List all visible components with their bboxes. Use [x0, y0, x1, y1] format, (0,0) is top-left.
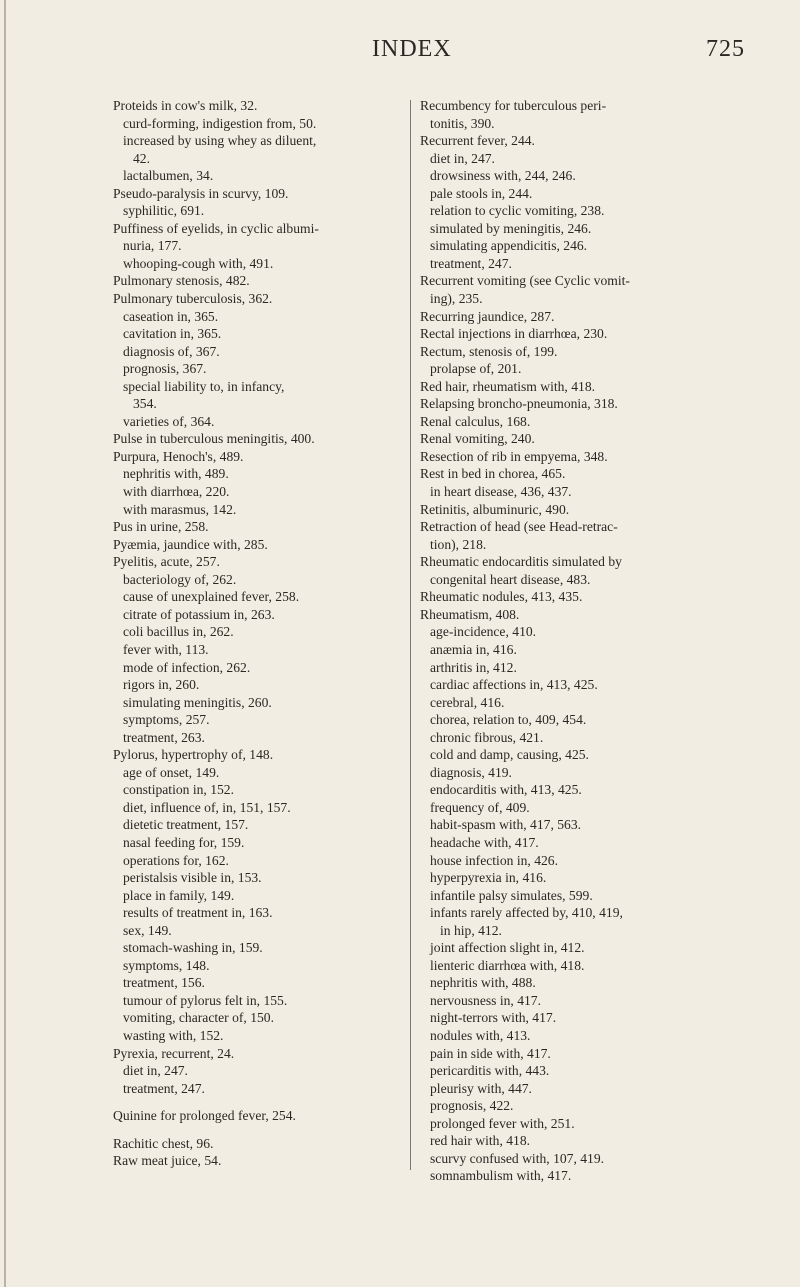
index-entry-text: cause of unexplained fever, 258.	[123, 589, 300, 605]
index-subentry	[420, 694, 718, 712]
index-entry	[113, 518, 405, 536]
index-entry-text: bacteriology of, 262.	[123, 571, 237, 587]
index-entry-text: constipation in, 152.	[123, 782, 235, 798]
page-edge-shadow	[4, 0, 6, 1287]
index-subentry	[113, 834, 405, 852]
index-entry-text: Red hair, rheumatism with, 418.	[420, 378, 596, 394]
index-subentry	[420, 185, 718, 203]
index-entry-text: curd-forming, indigestion from, 50.	[123, 115, 317, 131]
index-subentry	[113, 659, 405, 677]
index-entry	[420, 97, 718, 132]
index-entry-text: Rheumatism, 408.	[420, 606, 520, 622]
index-subentry	[420, 1080, 718, 1098]
index-subentry	[113, 413, 405, 431]
index-subentry	[113, 1009, 405, 1027]
index-entry	[420, 501, 718, 519]
index-entry-text: Rheumatic nodules, 413, 435.	[420, 589, 583, 605]
index-entry	[113, 220, 405, 255]
index-entry-text: simulating meningitis, 260.	[123, 694, 272, 710]
index-entry-text: treatment, 156.	[123, 975, 205, 991]
index-subentry	[113, 360, 405, 378]
index-entry-text: lienteric diarrhœa with, 418.	[430, 957, 585, 973]
index-subentry	[420, 1045, 718, 1063]
index-subentry	[113, 115, 405, 133]
index-subentry	[113, 483, 405, 501]
index-entry-text: treatment, 247.	[430, 255, 512, 271]
index-entry-text: Recurrent vomiting (see Cyclic vomit-	[420, 273, 630, 289]
index-subentry	[420, 1150, 718, 1168]
index-column-right	[420, 97, 718, 1185]
index-entry-text: fever with, 113.	[123, 641, 209, 657]
index-entry-text: varieties of, 364.	[123, 413, 215, 429]
index-subentry	[420, 746, 718, 764]
index-entry-text: scurvy confused with, 107, 419.	[430, 1150, 605, 1166]
index-subentry	[113, 676, 405, 694]
index-entry-text: chronic fibrous, 421.	[430, 729, 544, 745]
index-subentry	[420, 220, 718, 238]
index-entry-text: diet, influence of, in, 151, 157.	[123, 799, 291, 815]
index-entry	[113, 290, 405, 308]
index-subentry	[113, 887, 405, 905]
index-subentry	[420, 1132, 718, 1150]
index-entry	[420, 343, 718, 361]
index-entry-text: symptoms, 257.	[123, 712, 210, 728]
index-entry-text: cold and damp, causing, 425.	[430, 747, 589, 763]
index-column-left	[113, 97, 405, 1170]
index-entry-text: prognosis, 422.	[430, 1098, 514, 1114]
index-subentry	[420, 852, 718, 870]
index-subentry	[113, 571, 405, 589]
index-subentry	[113, 869, 405, 887]
index-entry	[113, 553, 405, 571]
index-subentry	[113, 904, 405, 922]
index-entry-text: cardiac affections in, 413, 425.	[430, 677, 598, 693]
index-entry-text: mode of infection, 262.	[123, 659, 251, 675]
index-subentry	[113, 641, 405, 659]
column-divider	[410, 100, 411, 1170]
index-subentry	[420, 869, 718, 887]
index-entry-text: arthritis in, 412.	[430, 659, 517, 675]
index-subentry	[113, 799, 405, 817]
index-entry-text: infantile palsy simulates, 599.	[430, 887, 593, 903]
index-subentry	[420, 1009, 718, 1027]
index-entry-text: pale stools in, 244.	[430, 185, 533, 201]
section-gap	[113, 1125, 405, 1135]
index-entry-text: Proteids in cow's milk, 32.	[113, 98, 258, 113]
index-entry	[420, 588, 718, 606]
index-subentry	[420, 167, 718, 185]
index-entry	[113, 536, 405, 554]
index-entry-text: diet in, 247.	[430, 150, 495, 166]
page-title: INDEX	[372, 36, 452, 62]
index-subentry	[113, 1027, 405, 1045]
index-subentry	[420, 904, 718, 939]
index-subentry	[113, 781, 405, 799]
index-entry-text: simulating appendicitis, 246.	[430, 238, 588, 254]
index-subentry	[420, 816, 718, 834]
index-entry	[113, 1152, 405, 1170]
index-entry-text: Relapsing broncho-pneumonia, 318.	[420, 396, 618, 412]
index-subentry	[113, 465, 405, 483]
index-subentry	[420, 676, 718, 694]
index-entry	[420, 325, 718, 343]
index-entry-text: simulated by meningitis, 246.	[430, 220, 592, 236]
index-entry-text: frequency of, 409.	[430, 799, 530, 815]
index-entry	[420, 606, 718, 624]
index-subentry	[420, 623, 718, 641]
index-entry-text: Rest in bed in chorea, 465.	[420, 466, 566, 482]
index-subentry	[113, 764, 405, 782]
index-subentry	[420, 764, 718, 782]
index-subentry	[420, 957, 718, 975]
index-entry-text: Recumbency for tuberculous peri-	[420, 98, 607, 113]
index-entry-text: wasting with, 152.	[123, 1027, 224, 1043]
index-entry-text: lactalbumen, 34.	[123, 168, 214, 184]
index-subentry	[420, 974, 718, 992]
index-subentry	[420, 992, 718, 1010]
index-entry-text: pleurisy with, 447.	[430, 1080, 532, 1096]
index-entry-text: house infection in, 426.	[430, 852, 558, 868]
index-subentry	[113, 343, 405, 361]
index-entry-text: symptoms, 148.	[123, 957, 210, 973]
index-subentry	[420, 799, 718, 817]
index-entry-text: age-incidence, 410.	[430, 624, 537, 640]
index-entry-text: Raw meat juice, 54.	[113, 1153, 222, 1169]
index-entry-text: diet in, 247.	[123, 1063, 188, 1079]
index-entry-continuation: ing), 235.	[430, 291, 483, 307]
index-subentry	[420, 729, 718, 747]
index-entry-text: Rectum, stenosis of, 199.	[420, 343, 558, 359]
index-entry-text: Retinitis, albuminuric, 490.	[420, 501, 570, 517]
index-entry	[113, 746, 405, 764]
index-entry	[420, 448, 718, 466]
index-subentry	[113, 957, 405, 975]
index-entry-text: Pus in urine, 258.	[113, 519, 209, 535]
index-entry-text: Renal calculus, 168.	[420, 413, 531, 429]
index-entry-text: increased by using whey as diluent,	[123, 133, 317, 149]
index-entry	[420, 378, 718, 396]
index-entry-text: pain in side with, 417.	[430, 1045, 551, 1061]
index-entry	[420, 272, 718, 307]
index-entry	[113, 1135, 405, 1153]
index-subentry	[420, 150, 718, 168]
index-entry-continuation: congenital heart disease, 483.	[430, 571, 591, 587]
index-entry-text: Pseudo-paralysis in scurvy, 109.	[113, 185, 289, 201]
index-entry-text: Pylorus, hypertrophy of, 148.	[113, 747, 274, 763]
index-entry-text: hyperpyrexia in, 416.	[430, 870, 547, 886]
index-entry-text: prolapse of, 201.	[430, 361, 522, 377]
index-entry-text: Recurrent fever, 244.	[420, 133, 535, 149]
index-entry-text: nodules with, 413.	[430, 1027, 531, 1043]
index-subentry	[113, 694, 405, 712]
index-entry	[420, 430, 718, 448]
index-subentry	[420, 939, 718, 957]
index-entry-text: diagnosis, 419.	[430, 764, 512, 780]
index-subentry	[420, 202, 718, 220]
index-subentry	[113, 852, 405, 870]
index-entry-continuation: 42.	[133, 150, 150, 166]
index-subentry	[113, 167, 405, 185]
index-entry-text: diagnosis of, 367.	[123, 343, 220, 359]
index-entry	[113, 1045, 405, 1063]
index-subentry	[113, 132, 405, 167]
index-subentry	[420, 1167, 718, 1185]
index-entry-text: treatment, 263.	[123, 729, 205, 745]
index-entry-text: operations for, 162.	[123, 852, 229, 868]
index-entry-text: tumour of pylorus felt in, 155.	[123, 992, 288, 1008]
index-subentry	[420, 255, 718, 273]
index-entry-text: infants rarely affected by, 410, 419,	[430, 905, 623, 921]
index-entry-text: Rheumatic endocarditis simulated by	[420, 554, 622, 570]
index-entry	[113, 448, 405, 466]
index-entry	[113, 97, 405, 115]
index-entry-text: Puffiness of eyelids, in cyclic albumi-	[113, 220, 319, 236]
index-subentry	[113, 623, 405, 641]
index-entry-text: Purpura, Henoch's, 489.	[113, 448, 244, 464]
section-gap	[113, 1097, 405, 1107]
index-entry-text: night-terrors with, 417.	[430, 1010, 557, 1026]
index-entry-text: special liability to, in infancy,	[123, 378, 285, 394]
index-entry	[420, 465, 718, 483]
index-entry-text: results of treatment in, 163.	[123, 905, 273, 921]
index-entry-text: dietetic treatment, 157.	[123, 817, 249, 833]
index-entry	[420, 395, 718, 413]
index-subentry	[420, 237, 718, 255]
index-subentry	[113, 974, 405, 992]
index-entry-text: Recurring jaundice, 287.	[420, 308, 555, 324]
index-entry-text: nephritis with, 489.	[123, 466, 229, 482]
index-subentry	[113, 1062, 405, 1080]
index-entry-text: Pyæmia, jaundice with, 285.	[113, 536, 268, 552]
index-subentry	[420, 781, 718, 799]
index-entry-text: relation to cyclic vomiting, 238.	[430, 203, 605, 219]
index-entry-text: chorea, relation to, 409, 454.	[430, 712, 587, 728]
index-entry	[113, 272, 405, 290]
index-entry-text: Quinine for prolonged fever, 254.	[113, 1108, 296, 1124]
index-subentry	[113, 378, 405, 413]
index-entry-text: stomach-washing in, 159.	[123, 940, 263, 956]
index-entry-text: nephritis with, 488.	[430, 975, 536, 991]
index-entry	[420, 132, 718, 150]
index-subentry	[420, 360, 718, 378]
index-entry-text: Resection of rib in empyema, 348.	[420, 448, 608, 464]
index-entry	[113, 430, 405, 448]
index-subentry	[113, 606, 405, 624]
index-entry-text: Renal vomiting, 240.	[420, 431, 535, 447]
index-entry-text: Pulmonary tuberculosis, 362.	[113, 291, 273, 307]
index-entry	[420, 518, 718, 553]
index-entry	[420, 553, 718, 588]
index-entry-text: age of onset, 149.	[123, 764, 220, 780]
index-entry-text: whooping-cough with, 491.	[123, 255, 274, 271]
index-entry-text: Pulmonary stenosis, 482.	[113, 273, 250, 289]
index-subentry	[420, 1097, 718, 1115]
index-subentry	[113, 816, 405, 834]
index-entry-text: Retraction of head (see Head-retrac-	[420, 519, 618, 535]
index-entry-text: anæmia in, 416.	[430, 641, 517, 657]
index-entry-text: with marasmus, 142.	[123, 501, 237, 517]
page-number: 725	[706, 36, 745, 62]
index-subentry	[420, 659, 718, 677]
index-entry-text: peristalsis visible in, 153.	[123, 870, 262, 886]
index-subentry	[420, 887, 718, 905]
index-subentry	[113, 255, 405, 273]
index-entry-text: citrate of potassium in, 263.	[123, 606, 275, 622]
index-entry-text: Pulse in tuberculous meningitis, 400.	[113, 431, 315, 447]
index-entry-text: Pyrexia, recurrent, 24.	[113, 1045, 235, 1061]
index-entry	[113, 1107, 405, 1125]
index-entry	[113, 185, 405, 203]
index-subentry	[113, 992, 405, 1010]
index-entry-text: Pyelitis, acute, 257.	[113, 554, 220, 570]
index-entry-text: prognosis, 367.	[123, 361, 207, 377]
index-entry-text: coli bacillus in, 262.	[123, 624, 234, 640]
index-subentry	[113, 922, 405, 940]
index-entry-text: nervousness in, 417.	[430, 992, 542, 1008]
index-subentry	[113, 202, 405, 220]
index-subentry	[420, 1115, 718, 1133]
index-subentry	[113, 588, 405, 606]
index-entry-text: pericarditis with, 443.	[430, 1063, 550, 1079]
index-subentry	[420, 1062, 718, 1080]
index-entry-text: place in family, 149.	[123, 887, 235, 903]
index-entry-continuation: nuria, 177.	[123, 238, 182, 254]
index-subentry	[420, 641, 718, 659]
index-entry-continuation: 354.	[133, 396, 157, 412]
index-entry-continuation: tonitis, 390.	[430, 115, 495, 131]
index-entry-text: syphilitic, 691.	[123, 203, 205, 219]
index-subentry	[113, 325, 405, 343]
index-entry-text: habit-spasm with, 417, 563.	[430, 817, 582, 833]
index-entry-text: somnambulism with, 417.	[430, 1168, 572, 1184]
index-subentry	[420, 1027, 718, 1045]
index-subentry	[113, 501, 405, 519]
index-subentry	[113, 1080, 405, 1098]
index-entry-text: nasal feeding for, 159.	[123, 834, 245, 850]
index-entry-text: cavitation in, 365.	[123, 326, 222, 342]
index-subentry	[113, 939, 405, 957]
index-entry-text: Rachitic chest, 96.	[113, 1135, 214, 1151]
index-entry-text: sex, 149.	[123, 922, 172, 938]
index-entry-text: vomiting, character of, 150.	[123, 1010, 274, 1026]
index-entry-text: Rectal injections in diarrhœa, 230.	[420, 326, 608, 342]
index-entry	[420, 413, 718, 431]
index-entry-text: in heart disease, 436, 437.	[430, 484, 572, 500]
index-entry-text: treatment, 247.	[123, 1080, 205, 1096]
index-entry	[420, 308, 718, 326]
index-subentry	[420, 711, 718, 729]
index-entry-continuation: in hip, 412.	[440, 922, 502, 938]
index-entry-text: red hair with, 418.	[430, 1133, 531, 1149]
index-entry-text: rigors in, 260.	[123, 677, 200, 693]
page-header	[0, 30, 800, 70]
index-entry-text: cerebral, 416.	[430, 694, 505, 710]
index-subentry	[113, 711, 405, 729]
index-subentry	[113, 308, 405, 326]
index-subentry	[113, 729, 405, 747]
index-entry-text: headache with, 417.	[430, 834, 539, 850]
index-subentry	[420, 483, 718, 501]
index-entry-text: endocarditis with, 413, 425.	[430, 782, 582, 798]
index-entry-text: drowsiness with, 244, 246.	[430, 168, 576, 184]
index-entry-continuation: tion), 218.	[430, 536, 487, 552]
index-entry-text: caseation in, 365.	[123, 308, 219, 324]
index-entry-text: prolonged fever with, 251.	[430, 1115, 575, 1131]
index-subentry	[420, 834, 718, 852]
index-entry-text: with diarrhœa, 220.	[123, 484, 230, 500]
index-entry-text: joint affection slight in, 412.	[430, 940, 585, 956]
